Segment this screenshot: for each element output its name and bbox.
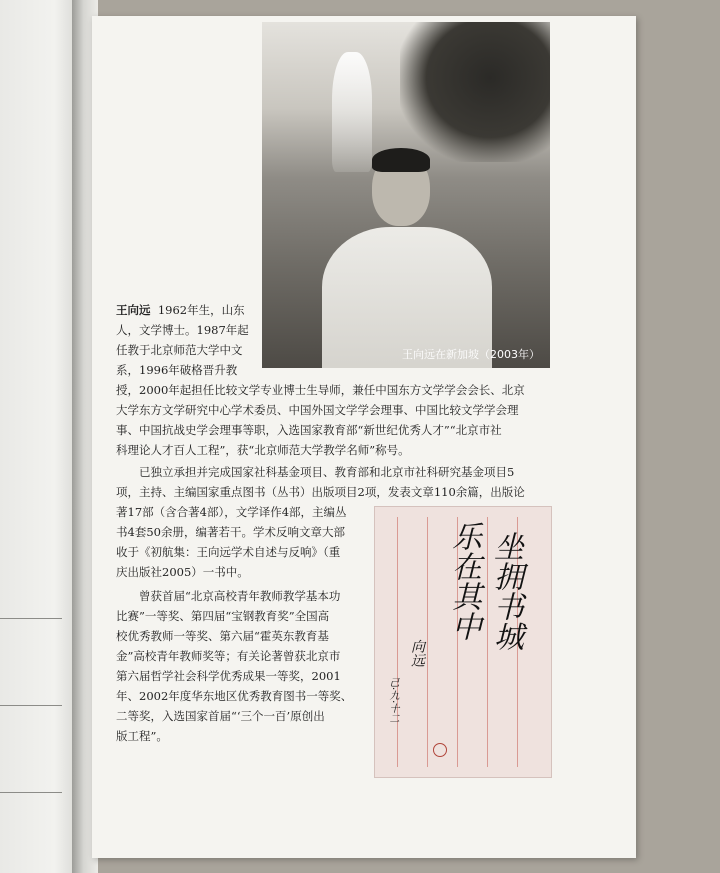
photo-caption: 王向远在新加坡（2003年） xyxy=(402,348,540,361)
bio-paragraph-1 xyxy=(116,300,540,460)
bio-line: 书4套50余册，编著若干。学术反响文章大部 xyxy=(116,525,345,539)
bio-line: 人，文学博士。1987年起 xyxy=(116,323,249,337)
bio-line: 任教于北京师范大学中文 xyxy=(116,343,243,357)
signature: 向远 xyxy=(409,639,425,667)
bio-line: 1962年生，山东 xyxy=(157,303,245,317)
bio-line: 著17部（含合著4部），文学译作4部，主编丛 xyxy=(116,505,347,519)
page-rule xyxy=(0,705,62,706)
calligraphy-card xyxy=(374,506,552,778)
bio-line: 科理论人才百人工程”，获“北京师范大学教学名师”称号。 xyxy=(116,443,410,457)
grid-line xyxy=(397,517,398,767)
bio-line: 收于《初航集：王向远学术自述与反响》（重 xyxy=(116,545,341,559)
bio-line: 版工程”。 xyxy=(116,729,168,743)
bio-line: 事、中国抗战史学会理事等职，入选国家教育部“新世纪优秀人才”“北京市社 xyxy=(116,423,502,437)
page-rule xyxy=(0,618,62,619)
bio-line: 授，2000年起担任比较文学专业博士生导师，兼任中国东方文学学会会长、北京 xyxy=(116,383,525,397)
page-rule xyxy=(0,792,62,793)
seal-stamp xyxy=(433,743,447,757)
bio-line: 比赛”一等奖、第四届“宝钢教育奖”全国高 xyxy=(116,609,330,623)
calligraphy-column-2: 乐在其中 xyxy=(446,521,481,641)
bio-line: 庆出版社2005）一书中。 xyxy=(116,565,249,579)
bio-line: 系，1996年破格晋升教 xyxy=(116,363,238,377)
bio-line: 二等奖，入选国家首届“‘三个一百’原创出 xyxy=(116,709,325,723)
bio-line: 大学东方文学研究中心学术委员、中国外国文学学会理事、中国比较文学学会理 xyxy=(116,403,519,417)
bio-line: 金”高校青年教师奖等；有关论著曾获北京市 xyxy=(116,649,341,663)
author-name: 王向远 xyxy=(116,303,151,317)
trees xyxy=(400,22,550,162)
left-page xyxy=(0,0,78,873)
bio-line: 第六届哲学社会科学优秀成果一等奖，2001 xyxy=(116,669,341,683)
bio-line: 已独立承担并完成国家社科基金项目、教育部和北京市社科研究基金项目5 xyxy=(139,465,515,479)
calligraphy-column-1: 坐拥书城 xyxy=(488,531,523,651)
fountain xyxy=(332,52,372,172)
bio-line: 年、2002年度华东地区优秀教育图书一等奖、 xyxy=(116,689,353,703)
man-hair xyxy=(372,148,430,172)
bio-line: 项，主持、主编国家重点图书（丛书）出版项目2项，发表文章110余篇，出版论 xyxy=(116,485,525,499)
bio-line: 校优秀教师一等奖、第六届“霍英东教育基 xyxy=(116,629,329,643)
bio-line: 曾获首届“北京高校青年教师教学基本功 xyxy=(139,589,341,603)
signature-date: 己·九·十二 xyxy=(387,677,398,724)
grid-line xyxy=(427,517,428,767)
